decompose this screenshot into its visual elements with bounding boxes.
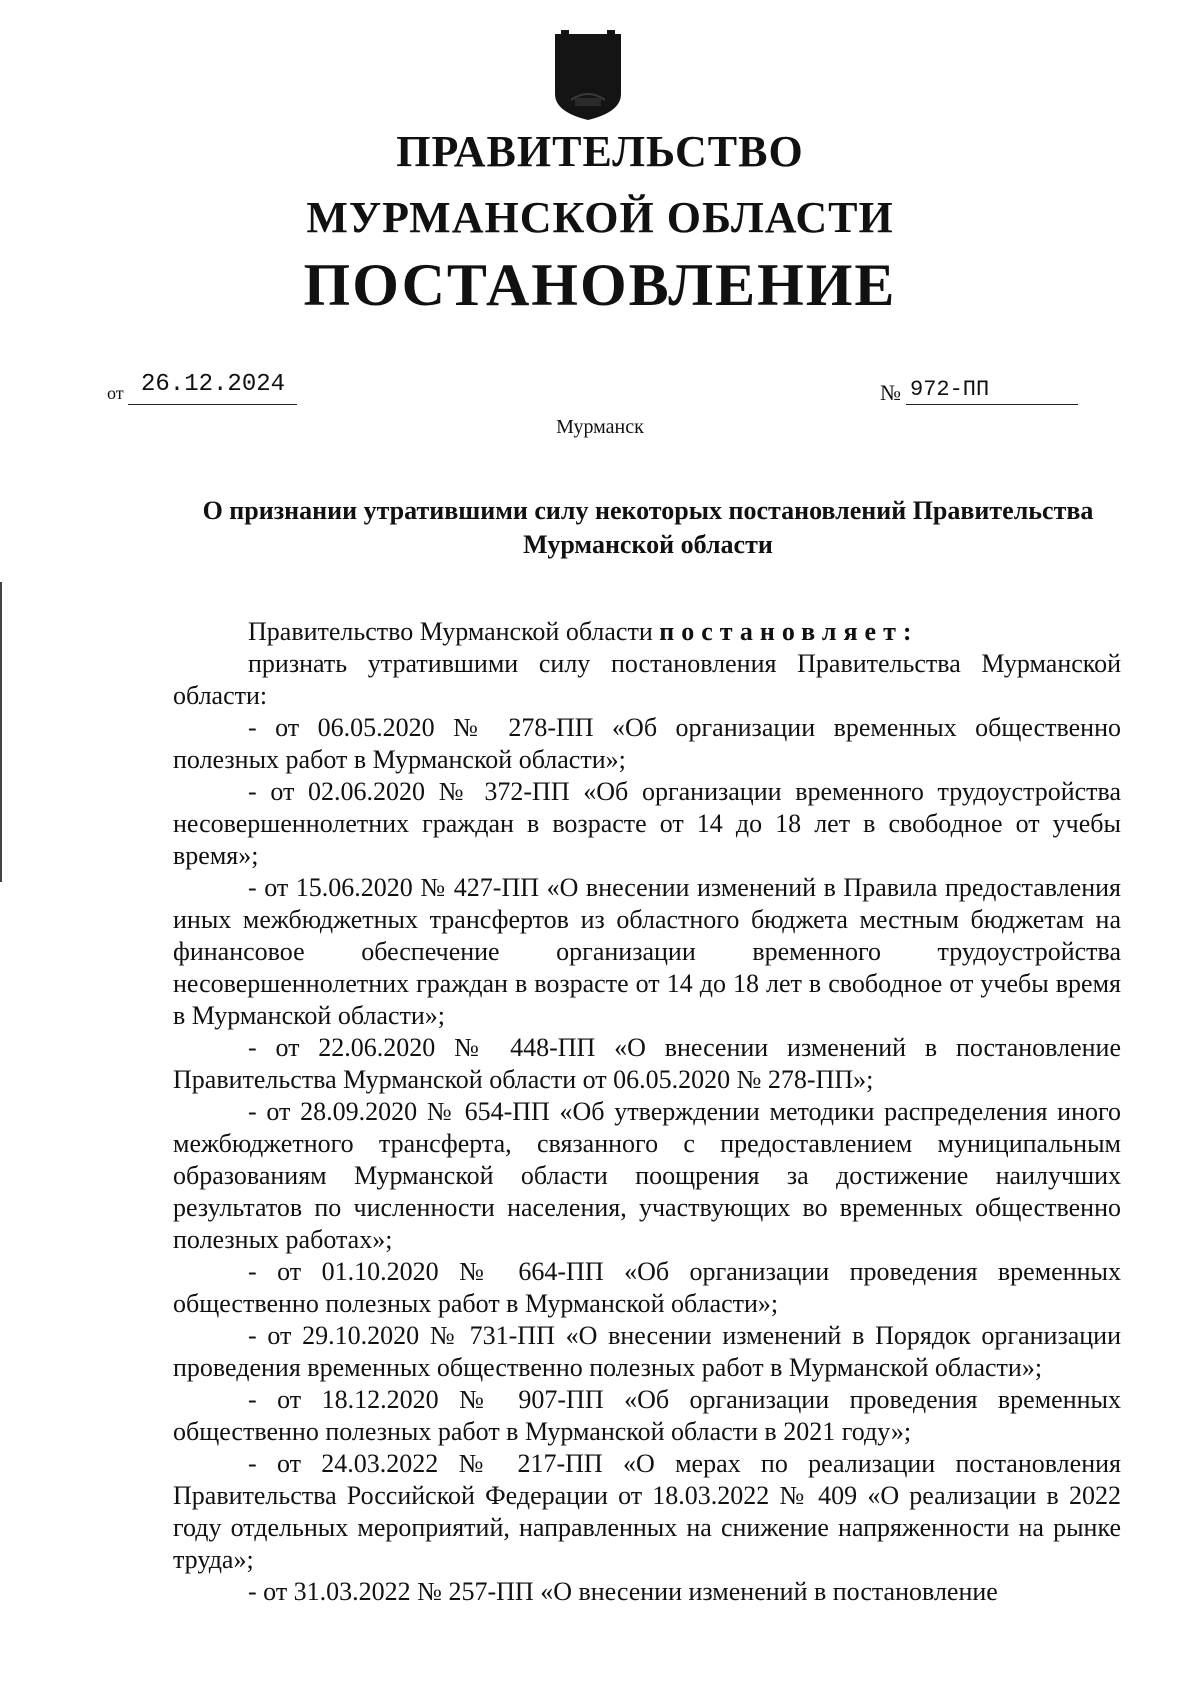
number-prefix: № [880, 380, 901, 405]
intro-lead: Правительство Мурманской области [248, 617, 660, 646]
document-city: Мурманск [556, 416, 644, 438]
list-item: - от 29.10.2020 № 731-ПП «О внесении изменений в Порядок организации проведения временных общественно полезных работ в Мурманской области»; [173, 1321, 1121, 1382]
date-underline [128, 404, 297, 405]
document-body [173, 616, 1121, 1608]
government-title: ПРАВИТЕЛЬСТВО [396, 127, 804, 176]
document-date: 26.12.2024 [141, 371, 286, 398]
list-item: - от 18.12.2020 № 907-ПП «Об организации проведения временных общественно полезных работ в Мурманской области в 2021 году»; [173, 1385, 1121, 1446]
scan-margin-mark [0, 582, 2, 882]
intro-verb: постановляет: [659, 617, 919, 646]
list-item: - от 24.03.2022 № 217-ПП «О мерах по реализации постановления Правительства Российской Федерации от 18.03.2022 № 409 «О реализации в 2022 году отдельных мероприятий, направленных на снижение напряженности на рынке труда»; [173, 1449, 1121, 1574]
list-item: - от 02.06.2020 № 372-ПП «Об организации временного трудоустройства несовершеннолетних граждан в возрасте от 14 до 18 лет в свободное от учебы время»; [173, 777, 1121, 870]
number-underline [906, 404, 1078, 405]
list-item: - от 01.10.2020 № 664-ПП «Об организации проведения временных общественно полезных работ в Мурманской области»; [173, 1257, 1121, 1318]
region-title: МУРМАНСКОЙ ОБЛАСТИ [306, 193, 894, 242]
list-item: - от 28.09.2020 № 654-ПП «Об утверждении методики распределения иного межбюджетного трансферта, связанного с предоставлением муниципальным образованиям Мурманской области поощрения за достижение наилучших результатов по численности населения, участвующих во временных общественно полезных работах»; [173, 1097, 1121, 1254]
document-number: 972-ПП [910, 377, 990, 402]
date-prefix: от [107, 383, 124, 403]
list-item: - от 22.06.2020 № 448-ПП «О внесении изменений в постановление Правительства Мурманской области от 06.05.2020 № 278-ПП»; [173, 1033, 1121, 1094]
decision-paragraph: признать утратившими силу постановления Правительства Мурманской области: [173, 649, 1121, 710]
document-subject: О признании утратившими силу некоторых постановлений Правительства Мурманской области [202, 496, 1094, 559]
document-type-title: ПОСТАНОВЛЕНИЕ [303, 252, 897, 318]
list-item: - от 15.06.2020 № 427-ПП «О внесении изменений в Правила предоставления иных межбюджетных трансфертов из областного бюджета местным бюджетам на финансовое обеспечение организации временного трудоустройства несовершеннолетних граждан в возрасте от 14 до 18 лет в свободное от учебы время в Мурманской области»; [173, 873, 1121, 1030]
coat-of-arms-emblem [551, 30, 625, 122]
list-item: - от 06.05.2020 № 278-ПП «Об организации временных общественно полезных работ в Мурманской области»; [173, 713, 1121, 774]
list-item: - от 31.03.2022 № 257-ПП «О внесении изменений в постановление [248, 1577, 998, 1606]
intro-paragraph [173, 616, 1121, 648]
